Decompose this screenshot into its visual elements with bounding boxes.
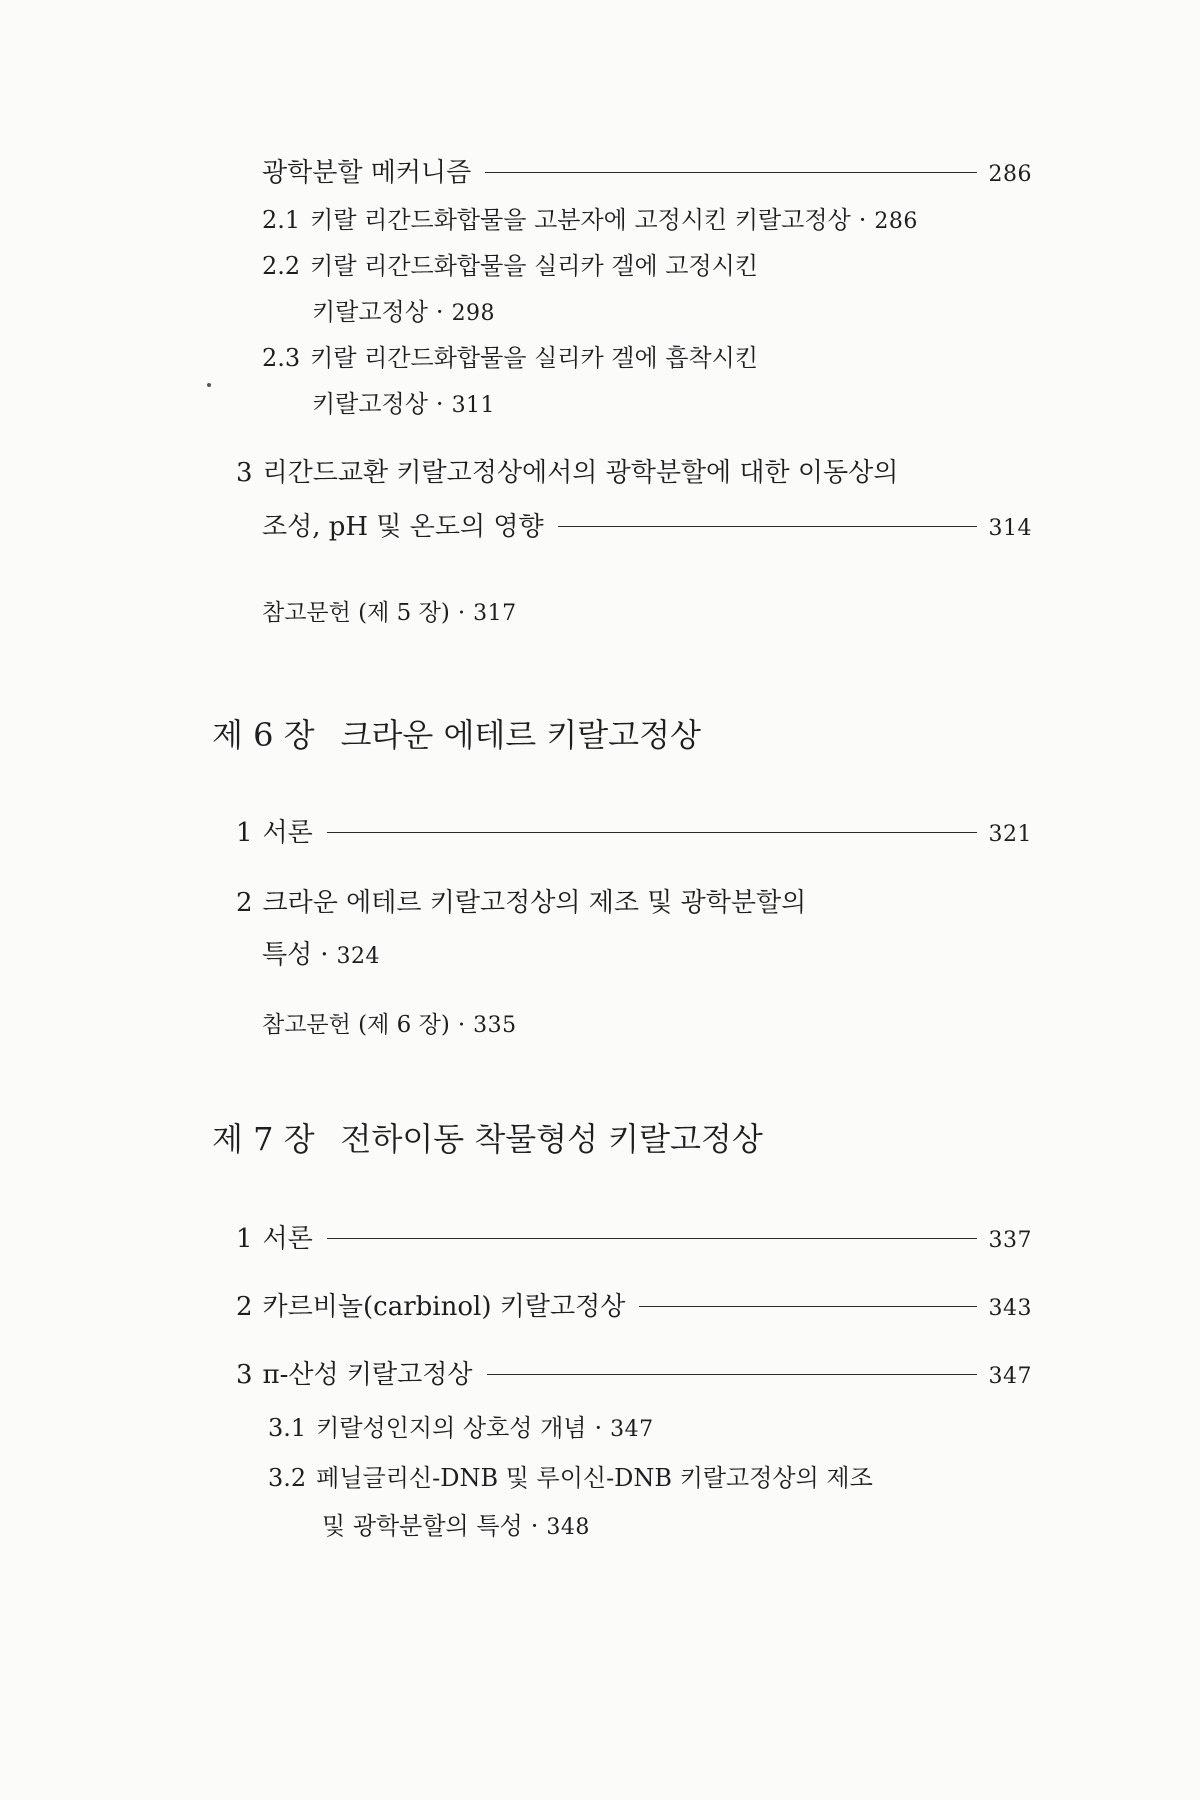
section-number: 3 — [236, 458, 253, 488]
toc-entry-mechanism — [262, 152, 1032, 189]
toc-entry-6-2 — [236, 882, 806, 919]
stray-mark — [207, 383, 211, 387]
section-number: 3.2 — [268, 1464, 307, 1492]
entry-title: 키랄고정상 — [312, 298, 428, 326]
chapter-label: 제 7 장 — [212, 1120, 315, 1158]
page-number: 286 — [988, 162, 1032, 187]
page-number: 298 — [451, 301, 496, 326]
page-number: 321 — [988, 822, 1032, 847]
section-number: 3.1 — [268, 1414, 307, 1442]
separator: · — [320, 940, 329, 970]
section-number: 2.3 — [262, 344, 301, 372]
dot-leader — [558, 526, 977, 527]
entry-title: 광학분할 메커니즘 — [262, 158, 472, 188]
entry-title: π-산성 키랄고정상 — [262, 1360, 473, 1390]
entry-title: 서론 — [262, 818, 313, 848]
toc-entry-7-3-1 — [268, 1408, 654, 1443]
section-number: 1 — [236, 818, 253, 848]
chapter-title: 전하이동 착물형성 키랄고정상 — [340, 1120, 763, 1158]
section-number: 2.2 — [262, 252, 301, 280]
page-number: 348 — [546, 1515, 590, 1540]
section-number: 1 — [236, 1224, 253, 1254]
chapter-heading-7 — [212, 1114, 763, 1160]
entry-title: 참고문헌 (제 5 장) — [262, 600, 450, 626]
entry-title: 특성 — [262, 940, 313, 970]
entry-title: 페닐글리신-DNB 및 루이신-DNB 키랄고정상의 제조 — [316, 1464, 873, 1492]
entry-title: 키랄 리간드화합물을 고분자에 고정시킨 키랄고정상 — [310, 206, 851, 234]
toc-entry-7-1 — [236, 1218, 1032, 1255]
toc-entry-2-3-cont — [312, 384, 495, 419]
page-number: 347 — [988, 1364, 1032, 1389]
chapter-title: 크라운 에테르 키랄고정상 — [340, 716, 701, 754]
dot-leader — [485, 172, 976, 173]
toc-entry-2-2 — [262, 246, 758, 281]
section-number: 3 — [236, 1360, 253, 1390]
chapter-heading-6 — [212, 710, 701, 756]
entry-title: 조성, pH 및 온도의 영향 — [262, 512, 544, 542]
page-number: 337 — [988, 1228, 1032, 1253]
toc-entry-7-2 — [236, 1286, 1032, 1323]
separator: · — [858, 206, 867, 234]
dot-leader — [327, 832, 977, 833]
separator: · — [435, 390, 444, 418]
dot-leader — [639, 1306, 976, 1307]
entry-title: 키랄고정상 — [312, 390, 428, 418]
separator: · — [457, 600, 466, 626]
toc-entry-references-ch6 — [262, 1006, 517, 1039]
toc-entry-references-ch5 — [262, 594, 517, 627]
toc-entry-6-2-cont — [262, 934, 380, 971]
toc-entry-2-1 — [262, 200, 918, 235]
section-number: 2 — [236, 888, 253, 918]
toc-entry-3 — [236, 452, 898, 489]
toc-entry-3-cont — [262, 506, 1032, 543]
entry-title: 및 광학분할의 특성 — [322, 1512, 523, 1540]
page-number: 317 — [473, 601, 517, 626]
page-number: 347 — [610, 1417, 654, 1442]
toc-entry-2-2-cont — [312, 292, 495, 327]
entry-title: 참고문헌 (제 6 장) — [262, 1012, 450, 1038]
separator: · — [457, 1012, 466, 1038]
entry-title: 서론 — [262, 1224, 313, 1254]
section-number: 2.1 — [262, 206, 301, 234]
section-number: 2 — [236, 1292, 253, 1322]
toc-entry-7-3-2 — [268, 1458, 873, 1493]
entry-title: 키랄성인지의 상호성 개념 — [316, 1414, 587, 1442]
dot-leader — [487, 1374, 977, 1375]
separator: · — [435, 298, 444, 326]
toc-entry-7-3-2-cont — [322, 1506, 590, 1541]
entry-title: 크라운 에테르 키랄고정상의 제조 및 광학분할의 — [262, 888, 807, 918]
entry-title: 카르비놀(carbinol) 키랄고정상 — [262, 1292, 626, 1322]
page-number: 324 — [336, 944, 380, 969]
toc-entry-7-3 — [236, 1354, 1032, 1391]
separator: · — [530, 1512, 539, 1540]
chapter-label: 제 6 장 — [212, 716, 315, 754]
page-number: 314 — [988, 516, 1032, 541]
separator: · — [594, 1414, 603, 1442]
page-number: 311 — [451, 393, 496, 418]
page-number: 286 — [874, 209, 918, 234]
entry-title: 리간드교환 키랄고정상에서의 광학분할에 대한 이동상의 — [262, 458, 899, 488]
toc-entry-6-1 — [236, 812, 1032, 849]
toc-entry-2-3 — [262, 338, 758, 373]
entry-title: 키랄 리간드화합물을 실리카 겔에 고정시킨 — [310, 252, 758, 280]
page-number: 343 — [988, 1296, 1032, 1321]
page-number: 335 — [473, 1013, 517, 1038]
dot-leader — [327, 1238, 977, 1239]
entry-title: 키랄 리간드화합물을 실리카 겔에 흡착시킨 — [310, 344, 758, 372]
